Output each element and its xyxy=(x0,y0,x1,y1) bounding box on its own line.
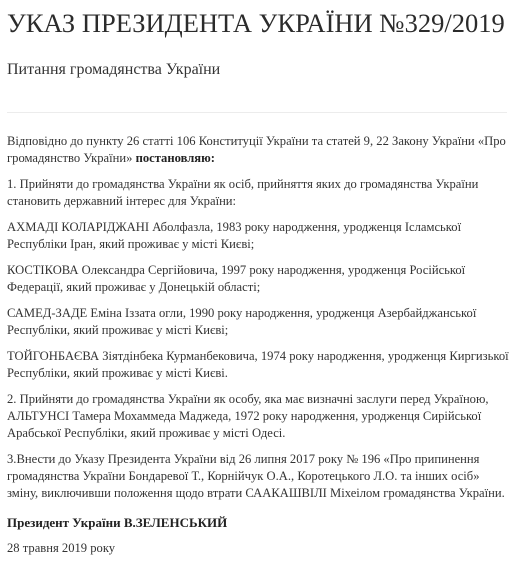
decree-body xyxy=(7,133,512,566)
signature: Президент України В.ЗЕЛЕНСЬКИЙ xyxy=(7,515,228,530)
decree-title: УКАЗ ПРЕЗИДЕНТА УКРАЇНИ №329/2019 xyxy=(7,8,505,38)
item-1-intro: 1. Прийняти до громадянства України як осіб, прийняття яких до громадянства України становить державний інтерес для України: xyxy=(7,177,479,208)
preamble-text: Відповідно до пункту 26 статті 106 Конституції України та статей 9, 22 Закону України «Про громадянство України» xyxy=(7,134,506,165)
decree-date: 28 травня 2019 року xyxy=(7,541,116,555)
preamble-decree-word: постановляю: xyxy=(135,151,215,165)
item-3-paragraph: 3.Внести до Указу Президента України від 26 липня 2017 року № 196 «Про припинення громадянства України Бондаревої Т., Корнійчук О.А., Коротецького Л.О. та інших осіб» зміну, виключивши положення щодо втрати СААКАШВІЛІ Міхеілом громадянства України. xyxy=(7,452,505,500)
item-2-paragraph: 2. Прийняти до громадянства України як особу, яка має визначні заслуги перед Україною, АЛЬТУНСІ Тамера Мохаммеда Маджеда, 1972 року народження, уродженця Сирійської Арабської Республіки, який проживає у місті Одесі. xyxy=(7,392,489,440)
person-paragraph: САМЕД-ЗАДЕ Еміна Іззата огли, 1990 року народження, уродженця Азербайджанської Республіки, який проживає у місті Києві; xyxy=(7,306,477,337)
preamble-paragraph xyxy=(7,133,512,167)
decree-subtitle: Питання громадянства України xyxy=(7,61,221,78)
person-paragraph: ТОЙГОНБАЄВА Зіятдінбека Курманбековича, 1974 року народження, уродженця Киргизької Республіки, який проживає у місті Києві. xyxy=(7,349,509,380)
divider xyxy=(7,112,507,113)
person-paragraph: АХМАДІ КОЛАРІДЖАНІ Аболфазла, 1983 року народження, уродженця Ісламської Республіки Іран, який проживає у місті Києві; xyxy=(7,220,462,251)
person-paragraph: КОСТІКОВА Олександра Сергійовича, 1997 року народження, уродженця Російської Федерації, який проживає у Донецькій області; xyxy=(7,263,466,294)
